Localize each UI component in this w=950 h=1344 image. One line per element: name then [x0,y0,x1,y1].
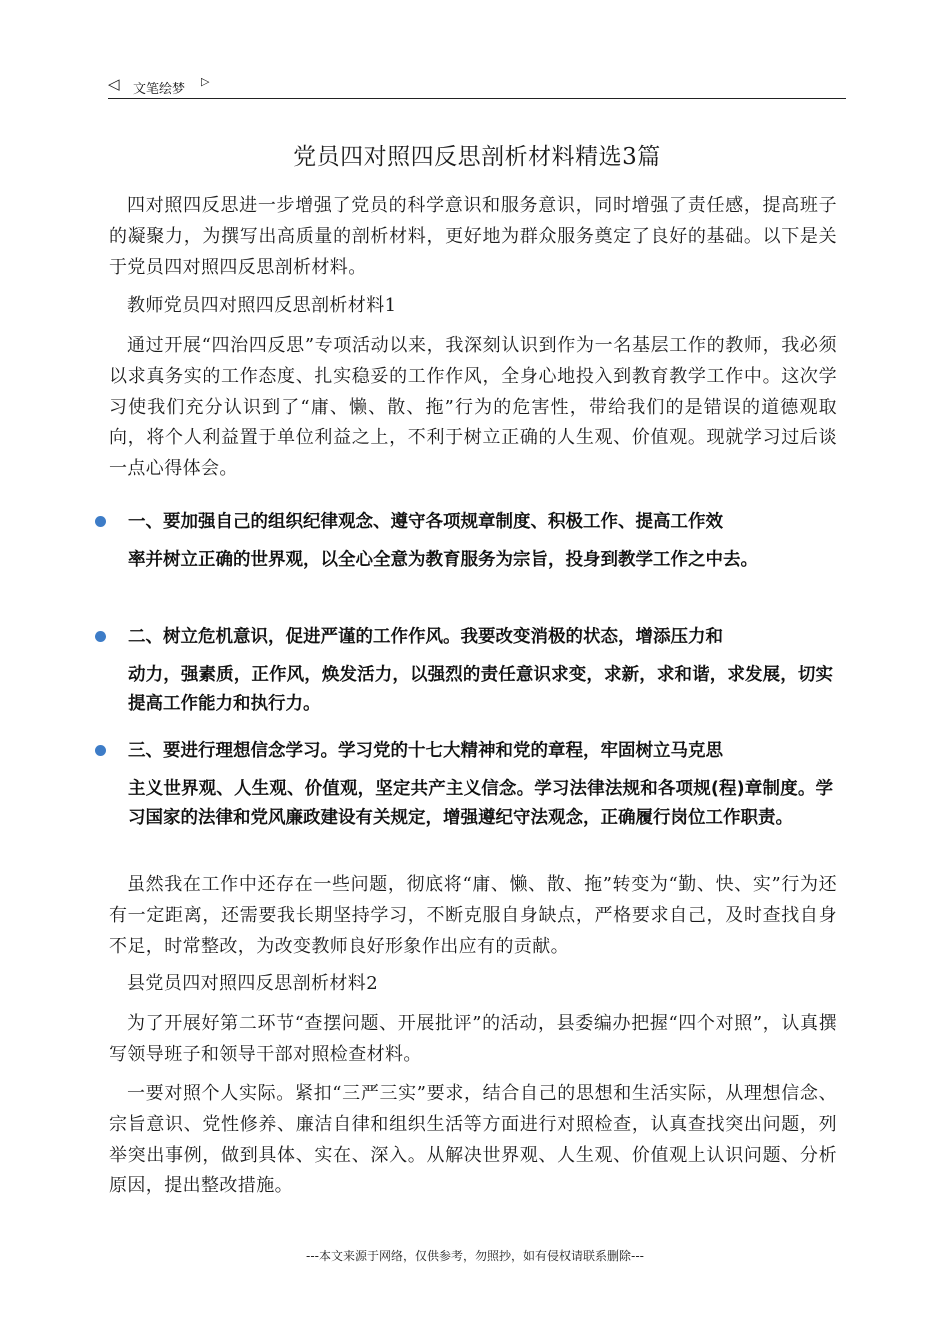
document-title: 党员四对照四反思剖析材料精选3篇 [293,144,661,170]
section-1-paragraph: 通过开展“四治四反思”专项活动以来，我深刻认识到作为一名基层工作的教师，我必须以求真务实的工作态度、扎实稳妥的工作作风，全身心地投入到教育教学工作中。这次学习使我们充分认识到了“庸、懒、散、拖”行为的危害性，带给我们的是错误的道德观取向，将个人利益置于单位利益之上，不利于树立正确的人生观、价值观。现就学习过后谈一点心得体会。 [109,335,837,480]
bullet-2-rest: 动力，强素质，正作风，焕发活力，以强烈的责任意识求变，求新，求和谐，求发展，切实提高工作能力和执行力。 [128,665,833,714]
intro-paragraph: 四对照四反思进一步增强了党员的科学意识和服务意识，同时增强了责任感，提高班子的凝聚力，为撰写出高质量的剖析材料，更好地为群众服务奠定了良好的基础。以下是关于党员四对照四反思剖析材料。 [109,195,837,278]
bullet-3-first-line: 三、要进行理想信念学习。学习党的十七大精神和党的章程，牢固树立马克思 [128,741,723,761]
bullet-dot-icon [95,516,106,527]
bullet-dot-icon [95,631,106,642]
section-2-paragraph-1: 为了开展好第二环节“查摆问题、开展批评”的活动，县委编办把握“四个对照”，认真撰写领导班子和领导干部对照检查材料。 [109,1013,837,1065]
section-1-title: 教师党员四对照四反思剖析材料1 [127,295,397,316]
left-triangle-icon: ◁ [108,75,120,93]
bullet-2-first-line: 二、树立危机意识，促进严谨的工作作风。我要改变消极的状态，增添压力和 [128,627,723,647]
section-2-paragraph-2: 一要对照个人实际。紧扣“三严三实”要求，结合自己的思想和生活实际，从理想信念、宗旨意识、党性修养、廉洁自律和组织生活等方面进行对照检查，认真查找突出问题，列举突出事例，做到具体、实在、深入。从解决世界观、人生观、价值观上认识问题、分析原因，提出整改措施。 [109,1083,837,1197]
page-header [108,72,846,99]
header-brand: 文笔绘梦 [133,82,186,97]
bullet-dot-icon [95,745,106,756]
section-2-title: 县党员四对照四反思剖析材料2 [127,973,379,994]
bullet-3-rest: 主义世界观、人生观、价值观，坚定共产主义信念。学习法律法规和各项规(程)章制度。学习国家的法律和党风廉政建设有关规定，增强遵纪守法观念，正确履行岗位工作职责。 [128,779,833,828]
bullet-1-rest: 率并树立正确的世界观，以全心全意为教育服务为宗旨，投身到教学工作之中去。 [128,550,758,570]
bullet-1-first-line: 一、要加强自己的组织纪律观念、遵守各项规章制度、积极工作、提高工作效 [128,512,723,532]
page-footer: ---本文来源于网络，仅供参考，勿照抄，如有侵权请联系删除--- [306,1249,644,1263]
right-triangle-icon: ▷ [201,75,210,88]
closing-paragraph: 虽然我在工作中还存在一些问题，彻底将“庸、懒、散、拖”转变为“勤、快、实”行为还有一定距离，还需要我长期坚持学习，不断克服自身缺点，严格要求自己，及时查找自身不足，时常整改，为改变教师良好形象作出应有的贡献。 [109,874,837,957]
